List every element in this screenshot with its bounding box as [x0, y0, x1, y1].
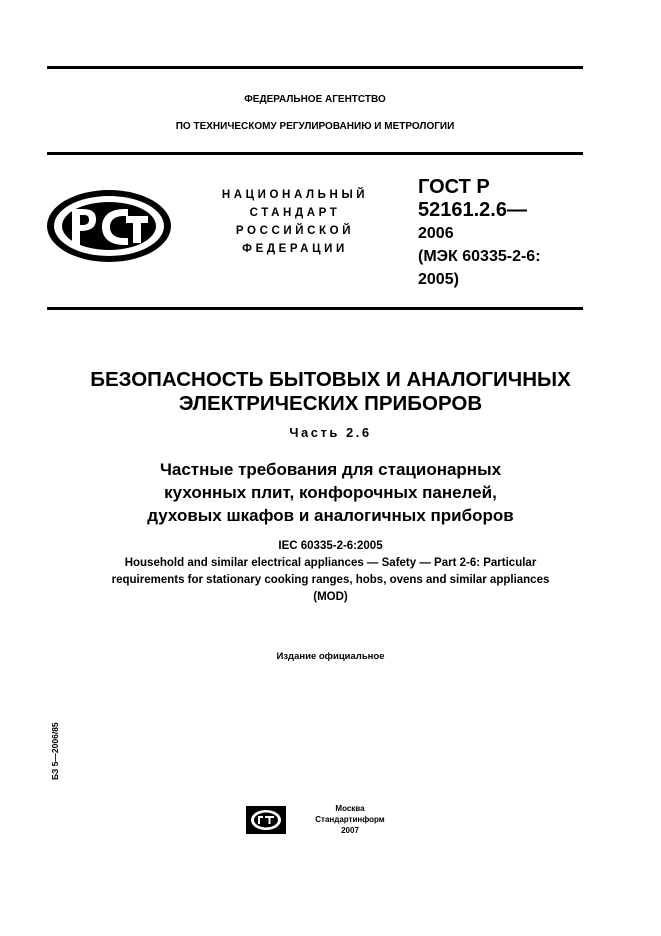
national-line-3: РОССИЙСКОЙ — [235, 225, 355, 237]
gost-r-logo-icon — [44, 187, 174, 265]
national-line-2: СТАНДАРТ — [249, 207, 341, 219]
document-title — [20, 368, 641, 416]
national-line-1: НАЦИОНАЛЬНЫЙ — [221, 189, 369, 201]
iec-line-2: Household and similar electrical appliances — Safety — Part 2-6: Particular — [124, 557, 537, 569]
publisher-city: Москва — [335, 804, 365, 813]
iec-reference — [20, 538, 641, 606]
part-label: Часть 2.6 — [289, 425, 372, 440]
title-line-1: БЕЗОПАСНОСТЬ БЫТОВЫХ И АНАЛОГИЧНЫХ — [90, 368, 571, 391]
title-line-2: ЭЛЕКТРИЧЕСКИХ ПРИБОРОВ — [178, 392, 483, 415]
standartinform-logo-icon — [246, 804, 286, 836]
side-code: БЗ 5—2006/85 — [50, 722, 60, 780]
publisher-info — [300, 803, 400, 836]
standard-designation — [418, 176, 541, 291]
agency-line-2: ПО ТЕХНИЧЕСКОМУ РЕГУЛИРОВАНИЮ И МЕТРОЛОГИИ — [175, 121, 455, 132]
iec-line-3: requirements for stationary cooking ranges, hobs, ovens and similar appliances — [111, 574, 550, 586]
iec-line-4: (MOD) — [313, 591, 348, 603]
publisher-name: Стандартинформ — [315, 815, 385, 824]
document-subtitle — [20, 458, 641, 527]
subtitle-line-1: Частные требования для стационарных — [159, 460, 502, 479]
national-standard-block — [200, 186, 390, 258]
agency-line-1: ФЕДЕРАЛЬНОЕ АГЕНТСТВО — [244, 94, 386, 105]
subtitle-line-3: духовых шкафов и аналогичных приборов — [147, 506, 514, 525]
publisher-year: 2007 — [341, 826, 359, 835]
designation-line-3: 2006 — [418, 225, 454, 242]
header-rule — [47, 152, 583, 155]
national-line-4: ФЕДЕРАЦИИ — [242, 243, 348, 255]
iec-line-1: IEC 60335-2-6:2005 — [278, 540, 383, 552]
designation-line-4: (МЭК 60335-2-6: — [418, 248, 541, 265]
designation-line-2: 52161.2.6— — [418, 199, 527, 221]
designation-line-5: 2005) — [418, 271, 459, 288]
official-edition-label: Издание официальное — [276, 651, 385, 662]
designation-rule — [47, 307, 583, 310]
subtitle-line-2: кухонных плит, конфорочных панелей, — [164, 483, 497, 502]
top-rule — [47, 66, 583, 69]
designation-line-1: ГОСТ Р — [418, 176, 490, 198]
